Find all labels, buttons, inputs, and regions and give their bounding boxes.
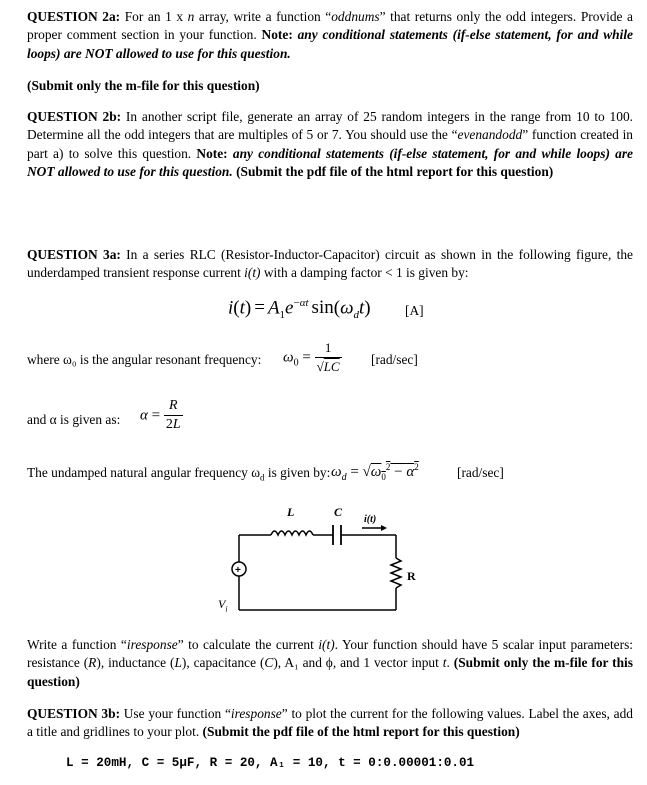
damped-frequency-text: The undamped natural angular frequency $\omega_d$ is given by: [27,465,331,483]
question-3b-paragraph: QUESTION 3b: Use your function “iresponse” to plot the current for the following values. Label the axes, add a title and gridlines to your plot. (Submit the pdf file of the html report for this question) [27,706,633,740]
question-3a-paragraph: QUESTION 3a: In a series RLC (Resistor-Inductor-Capacitor) circuit as shown in the following figure, the underdamped transient response current i(t) with a damping factor < 1 is given by: [27,247,634,281]
question-2a-submit: (Submit only the m-file for this question) [27,78,260,93]
function-name-evenandodd: evenandodd [457,127,523,143]
question-2b-paragraph: QUESTION 2b: In another script file, generate an array of 25 random integers in the range from 10 to 100. Determine all the odd integers that are multiples of 5 or 7. You should use the “evenandodd” function created in part a) to solve this question. Note: any conditional statements (if-else statement, for and while loops) are NOT allowed to use for this question. (Submit the pdf file of the html report for this question) [27,109,634,180]
alpha-text: and α is given as: [27,412,121,427]
omega0-equation: $\omega_0$ = $\frac{1}{√LC}$ [283,340,340,375]
label-i-t: i(t) [364,514,377,525]
function-name-iresponse-2: iresponse [230,706,282,721]
question-3a-label: QUESTION 3a: [27,247,121,262]
function-name-oddnums: oddnums [331,9,380,24]
rad-unit-1: [rad/sec] [371,352,418,367]
function-name-iresponse: iresponse [126,637,178,652]
resistor-symbol [391,558,401,588]
omega-d-equation: $\omega_d = √\omega_0^2 - \alpha^2$ [331,462,419,483]
parameter-values: L = 20mH, C = 5μF, R = 20, A₁ = 10, t = 0:0.00001:0.01 [66,756,475,770]
question-3b-label: QUESTION 3b: [27,706,121,721]
current-arrow-icon [381,525,387,531]
svg-text:+: + [235,565,241,576]
label-R: R [407,569,416,583]
rad-unit-2: [rad/sec] [457,465,504,480]
resonant-frequency-text: where ω₀ is the angular resonant frequency: [27,352,262,367]
inductor-symbol [271,531,313,535]
current-equation: $i(t) = A_1e^{-\alpha t}$ $\sin(\omega_dt)$ [228,297,371,322]
label-L: L [287,505,295,519]
alpha-equation: α = $\frac{R}{2L}$ [140,398,181,433]
question-3a-task: Write a function “iresponse” to calculate the current i(t). Your function should have 5 scalar input parameters: resistance (R), inductance (L), capacitance (C), A₁ and ϕ, and 1 vector input t. (Submit only the m-file for this question) [27,637,634,689]
amp-unit: [A] [405,303,424,318]
question-2a-label: QUESTION 2a: [27,9,121,24]
question-2b-label: QUESTION 2b: [27,109,122,124]
question-2a-paragraph: QUESTION 2a: For an 1 x n array, write a function “oddnums” that returns only the odd integers. Provide a proper comment section in your function. Note: any conditional statements (if-else statement, for and while loops) are NOT allowed to use for this question. [27,9,633,61]
label-Vi: $V_i$ [218,597,228,614]
label-C: C [334,505,343,519]
